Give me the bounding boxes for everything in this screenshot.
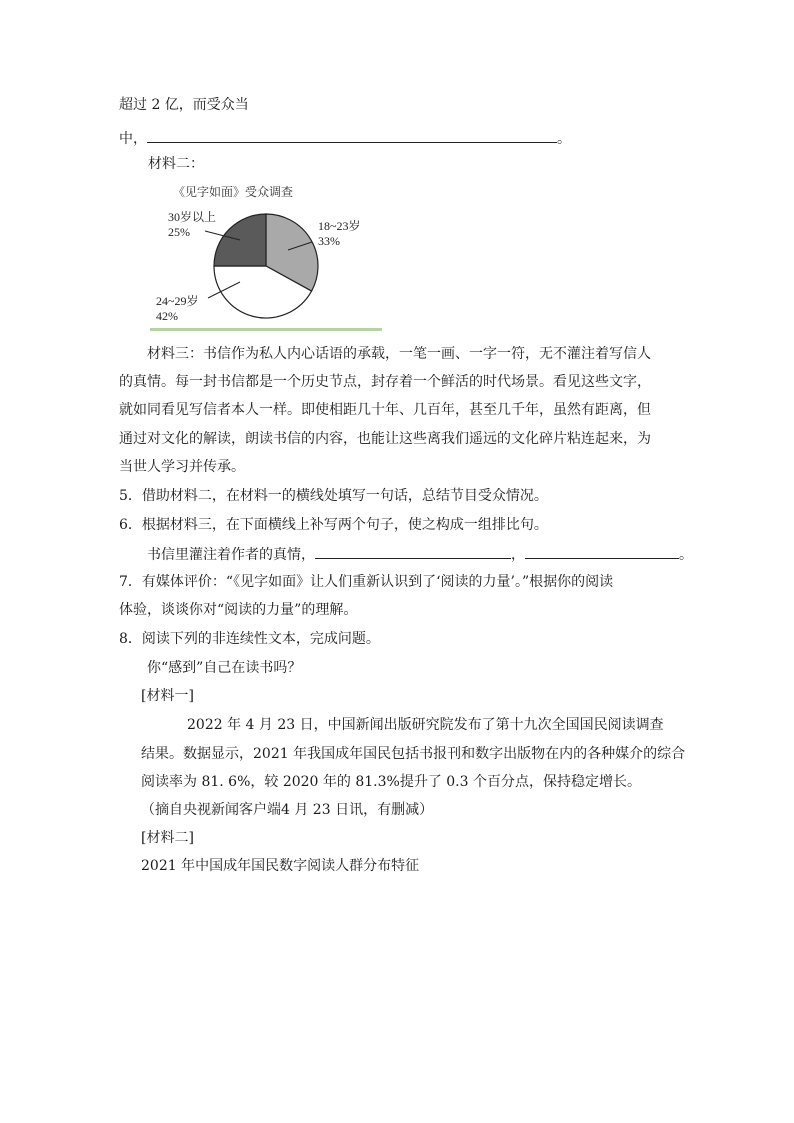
- question-6: 6．根据材料三，在下面横线上补写两个句子，使之构成一组排比句。: [119, 517, 548, 533]
- q6-prefix: 书信里灌注着作者的真情，: [147, 547, 315, 563]
- top-line-2: [119, 128, 571, 148]
- chart-bottom-rule: [150, 328, 382, 331]
- answer-blank-q6-2[interactable]: [525, 544, 679, 559]
- material3-line-1: 材料三：书信作为私人内心话语的承载，一笔一画、一字一符，无不灌注着写信人: [147, 346, 651, 362]
- question-8-line-2: 你“感到”自己在读书吗？: [147, 660, 302, 676]
- q6-sep: ，: [511, 547, 525, 563]
- label-30plus: [168, 210, 216, 240]
- label-18-23: [318, 219, 361, 249]
- q8-material1-source: （摘自央视新闻客户端4 月 23 日讯，有删减）: [141, 802, 434, 818]
- q8-material1-line-3: 阅读率为 81. 6%，较 2020 年的 81.3%提升了 0.3 个百分点，保持稳定增长。: [141, 774, 641, 790]
- top-line-1: 超过 2 亿，而受众当: [119, 97, 249, 113]
- chart-title: 《见字如面》受众调查: [173, 185, 294, 199]
- question-5: 5．借助材料二，在材料一的横线处填写一句话，总结节目受众情况。: [119, 488, 548, 504]
- question-7-line-1: 7．有媒体评价：“《见字如面》让人们重新认识到了‘阅读的力量’。”根据你的阅读: [119, 574, 614, 590]
- material3-line-3: 就如同看见写信者本人一样。即使相距几十年、几百年，甚至几千年，虽然有距离，但: [119, 402, 651, 418]
- label-24-29-value: 42%: [156, 309, 178, 323]
- label-30plus-value: 25%: [168, 225, 190, 239]
- material3-line-5: 当世人学习并传承。: [119, 459, 245, 475]
- q6-end: 。: [679, 547, 693, 563]
- answer-blank-q6-1[interactable]: [315, 544, 511, 559]
- q8-material2-heading: [材料二]: [141, 830, 194, 846]
- material3-line-4: 通过对文化的解读，朗读书信的内容，也能让这些离我们遥远的文化碎片粘连起来，为: [119, 431, 651, 447]
- q8-material1-heading: [材料一]: [141, 688, 194, 704]
- question-7-line-2: 体验，谈谈你对“阅读的力量”的理解。: [119, 602, 358, 618]
- q8-material2-title: 2021 年中国成年国民数字阅读人群分布特征: [141, 858, 420, 874]
- material3-line-2: 的真情。每一封书信都是一个历史节点，封存着一个鲜活的时代场景。看见这些文字，: [119, 374, 651, 390]
- label-24-29-name: 24~29岁: [156, 294, 199, 308]
- top-line-2-prefix: 中，: [119, 131, 147, 147]
- label-18-23-name: 18~23岁: [318, 219, 361, 233]
- label-30plus-name: 30岁以上: [168, 210, 217, 224]
- q8-material1-line-1: 2022 年 4 月 23 日，中国新闻出版研究院发布了第十九次全国国民阅读调查: [187, 717, 664, 733]
- answer-blank-q5[interactable]: [147, 128, 557, 143]
- pie-slices: [214, 214, 318, 318]
- label-24-29: [156, 294, 199, 324]
- q8-material1-line-2: 结果。数据显示，2021 年我国成年国民包括书报刊和数字出版物在内的各种媒介的综合: [141, 746, 686, 762]
- question-8-line-1: 8．阅读下列的非连续性文本，完成问题。: [119, 631, 380, 647]
- label-18-23-value: 33%: [318, 234, 340, 248]
- question-6-fill-line: [147, 544, 693, 564]
- top-line-2-suffix: 。: [557, 131, 571, 147]
- material2-heading: 材料二：: [148, 156, 204, 172]
